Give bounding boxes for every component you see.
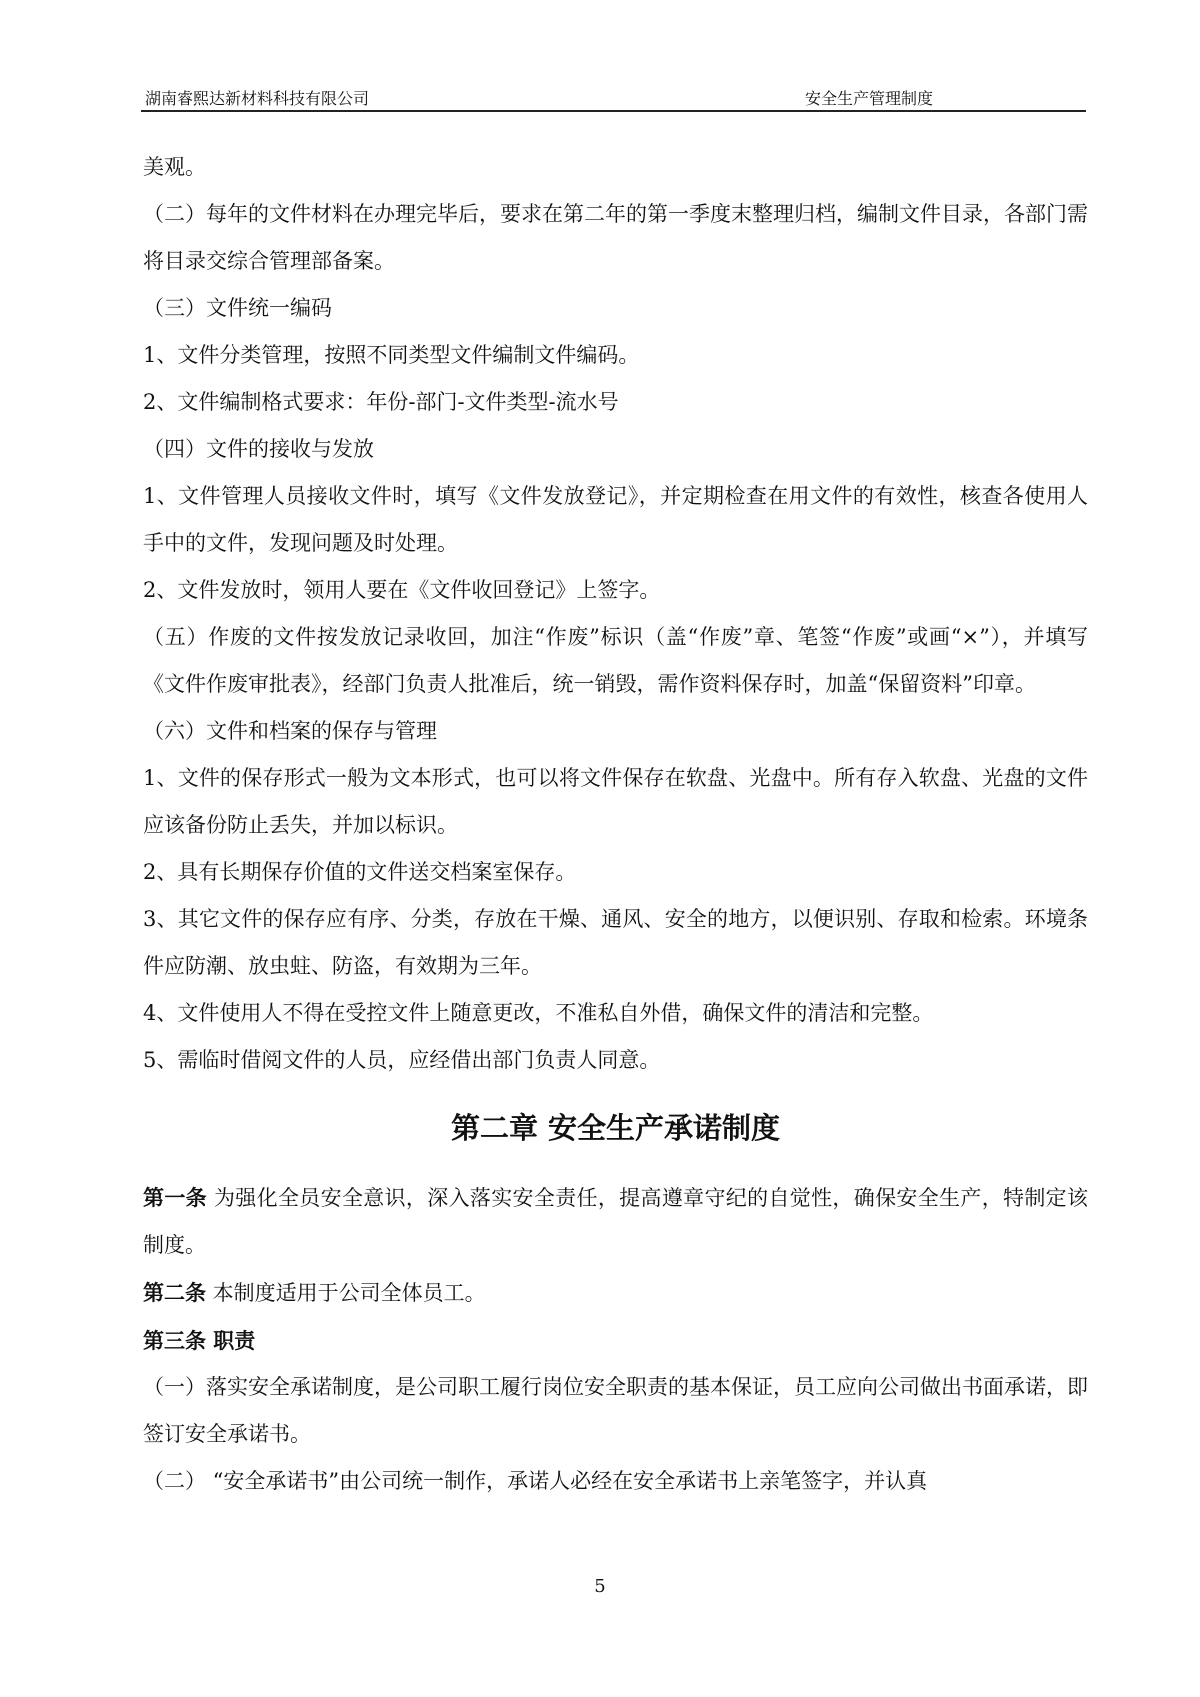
paragraph: 1、文件管理人员接收文件时，填写《文件发放登记》，并定期检查在用文件的有效性，核查各使用人手中的文件，发现问题及时处理。 — [143, 484, 1088, 555]
paragraph: 2、具有长期保存价值的文件送交档案室保存。 — [143, 860, 577, 884]
article-2 — [143, 1269, 1088, 1317]
paragraph: （五）作废的文件按发放记录收回，加注“作废”标识（盖“作废”章、笔签“作废”或画“×”），并填写《文件作废审批表》，经部门负责人批准后，统一销毁，需作资料保存时，加盖“保留资料”印章。 — [143, 625, 1088, 696]
paragraph: 1、文件的保存形式一般为文本形式，也可以将文件保存在软盘、光盘中。所有存入软盘、光盘的文件应该备份防止丢失，并加以标识。 — [143, 766, 1088, 837]
article-2-label: 第二条 — [143, 1280, 206, 1305]
paragraph: （四）文件的接收与发放 — [143, 437, 374, 461]
paragraph: （一）落实安全承诺制度，是公司职工履行岗位安全职责的基本保证，员工应向公司做出书面承诺，即签订安全承诺书。 — [143, 1375, 1088, 1446]
header-doc-title: 安全生产管理制度 — [805, 89, 934, 108]
header-company: 湖南睿熙达新材料科技有限公司 — [145, 89, 370, 108]
paragraph: 4、文件使用人不得在受控文件上随意更改，不准私自外借，确保文件的清洁和完整。 — [143, 1001, 934, 1025]
paragraph: （二）每年的文件材料在办理完毕后，要求在第二年的第一季度末整理归档，编制文件目录，各部门需将目录交综合管理部备案。 — [143, 202, 1088, 273]
paragraph: （六）文件和档案的保存与管理 — [143, 719, 437, 743]
paragraph: 5、需临时借阅文件的人员，应经借出部门负责人同意。 — [143, 1048, 661, 1072]
paragraph: （二） “安全承诺书”由公司统一制作，承诺人必经在安全承诺书上亲笔签字，并认真 — [143, 1469, 928, 1493]
page-number: 5 — [594, 1576, 606, 1597]
article-1-text: 为强化全员安全意识，深入落实安全责任，提高遵章守纪的自觉性，确保安全生产，特制定该制度。 — [143, 1186, 1089, 1257]
paragraph: 2、文件发放时，领用人要在《文件收回登记》上签字。 — [143, 578, 661, 602]
article-3-label: 第三条 职责 — [143, 1328, 256, 1353]
page-header — [141, 84, 1086, 112]
article-1-label: 第一条 — [143, 1185, 207, 1210]
paragraph: 3、其它文件的保存应有序、分类，存放在干燥、通风、安全的地方，以便识别、存取和检索。环境条件应防潮、放虫蛀、防盗，有效期为三年。 — [143, 907, 1088, 978]
paragraph: （三）文件统一编码 — [143, 296, 332, 320]
paragraph: 2、文件编制格式要求：年份-部门-文件类型-流水号 — [143, 390, 619, 414]
article-1 — [143, 1174, 1088, 1269]
paragraph: 1、文件分类管理，按照不同类型文件编制文件编码。 — [143, 343, 640, 367]
paragraph: 美观。 — [143, 155, 206, 179]
document-body — [143, 144, 1088, 1505]
chapter-heading: 第二章 安全生产承诺制度 — [450, 1111, 781, 1145]
article-2-text: 本制度适用于公司全体员工。 — [206, 1281, 486, 1305]
